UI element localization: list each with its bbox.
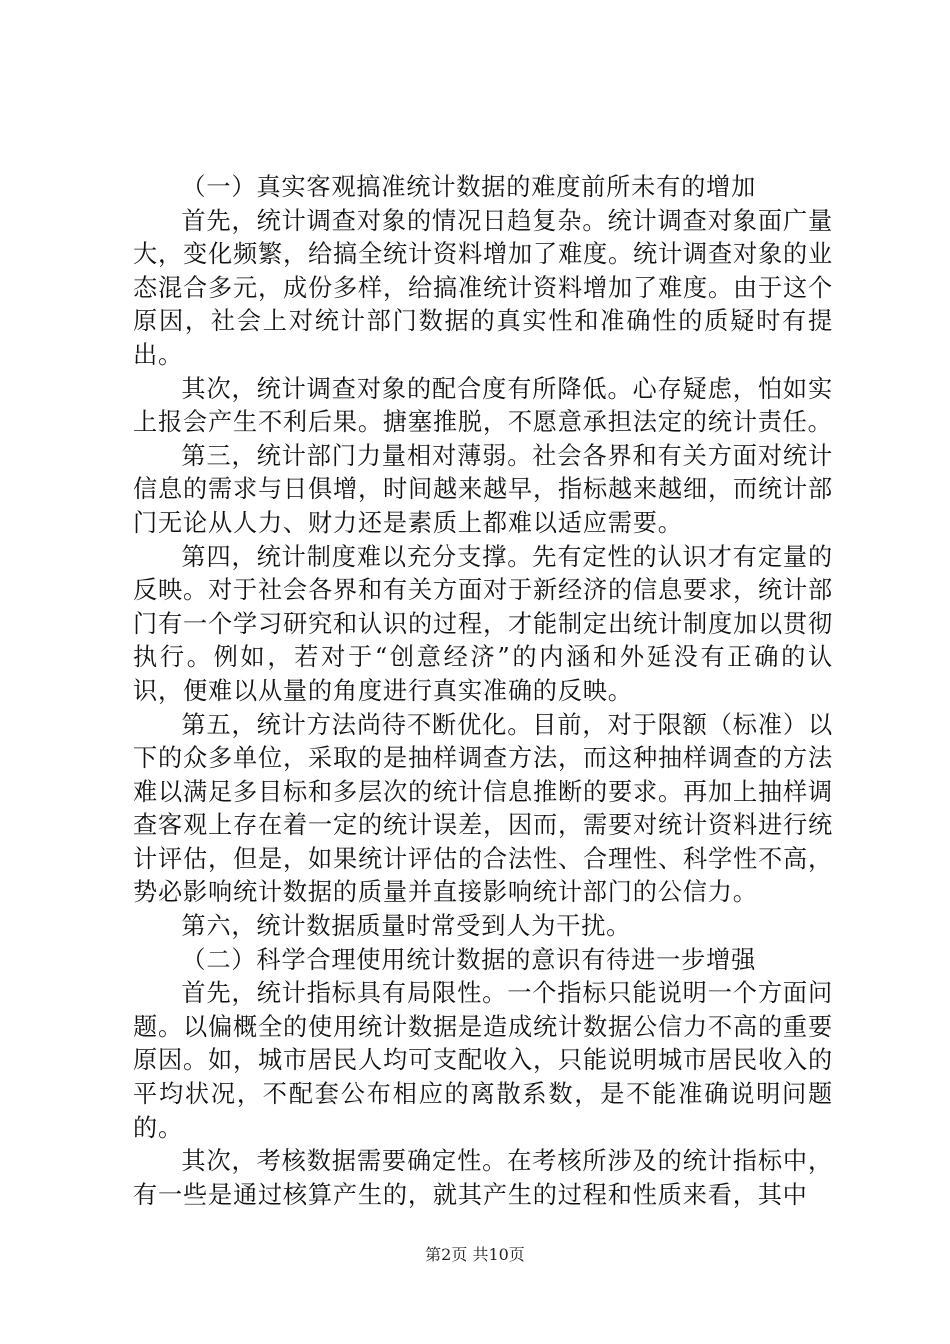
paragraph: 首先，统计调查对象的情况日趋复杂。统计调查对象面广量大，变化频繁，给搞全统计资料增加了难度。统计调查对象的业态混合多元，成份多样，给搞准统计资料增加了难度。由于这个原因，社会上对统计部门数据的真实性和准确性的质疑时有提出。 <box>133 206 833 369</box>
paragraph: 其次，统计调查对象的配合度有所降低。心存疑虑，怕如实上报会产生不利后果。搪塞推脱，不愿意承担法定的统计责任。 <box>133 374 833 437</box>
section-heading-2: （二）科学合理使用统计数据的意识有待进一步增强 <box>181 945 757 974</box>
paragraph: 第五，统计方法尚待不断优化。目前，对于限额（标准）以下的众多单位，采取的是抽样调查方法，而这种抽样调查的方法难以满足多目标和多层次的统计信息推断的要求。再加上抽样调查客观上存在着一定的统计误差，因而，需要对统计资料进行统计评估，但是，如果统计评估的合法性、合理性、科学性不高，势必影响统计数据的质量并直接影响统计部门的公信力。 <box>133 710 833 907</box>
paragraph: 第三，统计部门力量相对薄弱。社会各界和有关方面对统计信息的需求与日俱增，时间越来越早，指标越来越细，而统计部门无论从人力、财力还是素质上都难以适应需要。 <box>133 441 833 537</box>
section-heading-1: （一）真实客观搞准统计数据的难度前所未有的增加 <box>181 173 757 201</box>
paragraph: 第六，统计数据质量时常受到人为干扰。 <box>181 912 632 941</box>
paragraph: 第四，统计制度难以充分支撑。先有定性的认识才有定量的反映。对于社会各界和有关方面对于新经济的信息要求，统计部门有一个学习研究和认识的过程，才能制定出统计制度加以贯彻执行。例如，若对于“创意经济”的内涵和外延没有正确的认识，便难以从量的角度进行真实准确的反映。 <box>133 542 833 705</box>
page-footer <box>0 1244 950 1266</box>
paragraph: 其次，考核数据需要确定性。在考核所涉及的统计指标中，有一些是通过核算产生的，就其产生的过程和性质来看，其中 <box>133 1147 833 1209</box>
paragraph: 首先，统计指标具有局限性。一个指标只能说明一个方面问题。以偏概全的使用统计数据是造成统计数据公信力不高的重要原因。如，城市居民人均可支配收入，只能说明城市居民收入的平均状况，不配套公布相应的离散系数，是不能准确说明问题的。 <box>133 979 833 1142</box>
document-body <box>133 171 833 1212</box>
page-number: 第2页 共10页 <box>425 1245 525 1264</box>
